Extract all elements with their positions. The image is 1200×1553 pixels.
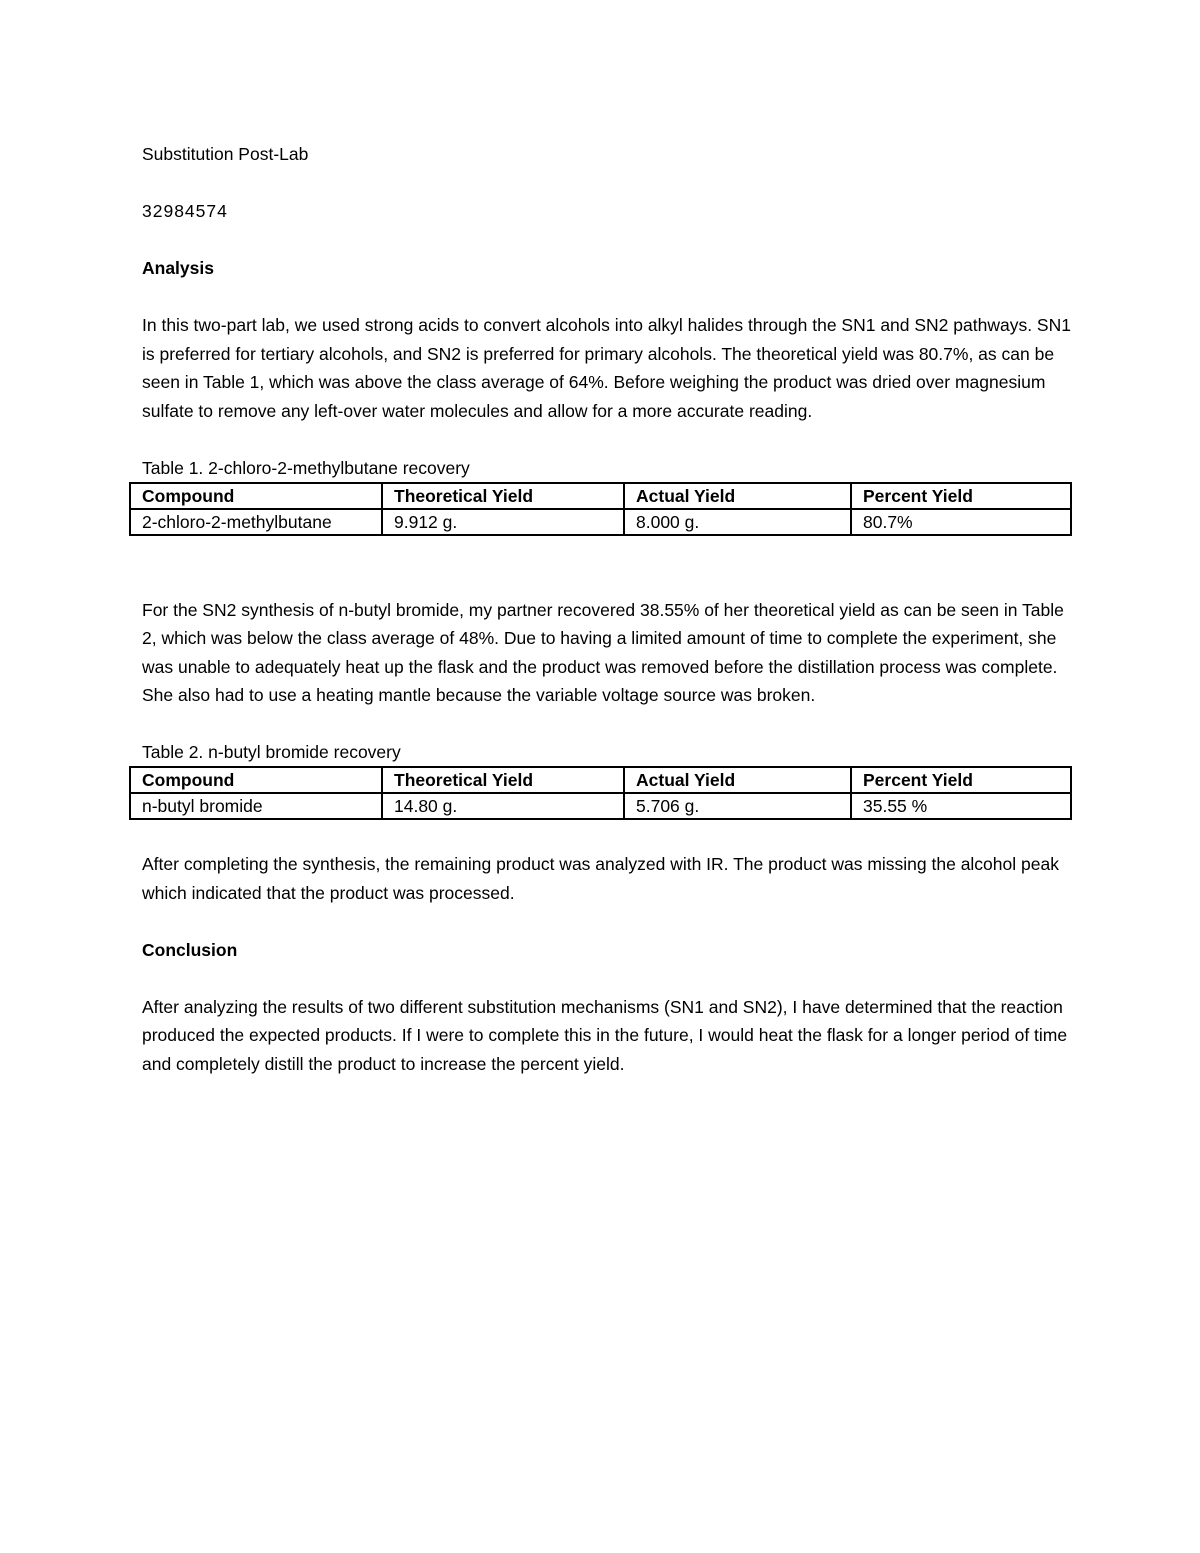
table2-n-butyl-bromide-recovery <box>129 766 1072 820</box>
table1-cell-actual-yield: 8.000 g. <box>624 509 851 535</box>
table1-cell-percent-yield: 80.7% <box>851 509 1071 535</box>
table2-cell-percent-yield: 35.55 % <box>851 793 1071 819</box>
table1-header-row <box>130 483 1071 509</box>
table1-chloro-methylbutane-recovery <box>129 482 1072 536</box>
table-row <box>130 793 1071 819</box>
table2-cell-actual-yield: 5.706 g. <box>624 793 851 819</box>
table1-header-theoretical-yield: Theoretical Yield <box>382 483 624 509</box>
document-body <box>142 140 1072 1107</box>
document-title: Substitution Post-Lab <box>142 144 309 164</box>
conclusion-heading: Conclusion <box>142 939 238 960</box>
table1-header-compound: Compound <box>130 483 382 509</box>
conclusion-paragraph: After analyzing the results of two different substitution mechanisms (SN1 and SN2), I have determined that the reaction produced the expected products. If I were to complete this in the future, I would heat the flask for a longer period of time and completely distill the product to increase the percent yield. <box>142 996 1068 1074</box>
table1-cell-theoretical-yield: 9.912 g. <box>382 509 624 535</box>
student-id: 32984574 <box>142 201 228 221</box>
table1-cell-compound: 2-chloro-2-methylbutane <box>130 509 382 535</box>
table1-header-actual-yield: Actual Yield <box>624 483 851 509</box>
spacer <box>142 820 1072 850</box>
table2-header-row <box>130 767 1071 793</box>
table2-header-actual-yield: Actual Yield <box>624 767 851 793</box>
analysis-paragraph-1: In this two-part lab, we used strong acids to convert alcohols into alkyl halides through the SN1 and SN2 pathways. SN1 is preferred for tertiary alcohols, and SN2 is preferred for primary alcohols. The theoretical yield was 80.7%, as can be seen in Table 1, which was above the class average of 64%. Before weighing the product was dried over magnesium sulfate to remove any left-over water molecules and allow for a more accurate reading. <box>142 315 1071 421</box>
table2-header-theoretical-yield: Theoretical Yield <box>382 767 624 793</box>
spacer <box>142 536 1072 596</box>
table2-header-percent-yield: Percent Yield <box>851 767 1071 793</box>
table1-caption: Table 1. 2-chloro-2-methylbutane recovery <box>142 457 470 478</box>
table2-cell-theoretical-yield: 14.80 g. <box>382 793 624 819</box>
analysis-paragraph-3: After completing the synthesis, the remaining product was analyzed with IR. The product was missing the alcohol peak which indicated that the product was processed. <box>142 854 1059 903</box>
analysis-heading: Analysis <box>142 258 214 278</box>
table2-header-compound: Compound <box>130 767 382 793</box>
table2-caption: Table 2. n-butyl bromide recovery <box>142 742 401 762</box>
table1-header-percent-yield: Percent Yield <box>851 483 1071 509</box>
analysis-paragraph-2: For the SN2 synthesis of n-butyl bromide, my partner recovered 38.55% of her theoretical yield as can be seen in Table 2, which was below the class average of 48%. Due to having a limited amount of time to complete the experiment, she was unable to adequately heat up the flask and the product was removed before the distillation process was complete. She also had to use a heating mantle because the variable voltage source was broken. <box>142 599 1064 705</box>
table2-cell-compound: n-butyl bromide <box>130 793 382 819</box>
table-row <box>130 509 1071 535</box>
